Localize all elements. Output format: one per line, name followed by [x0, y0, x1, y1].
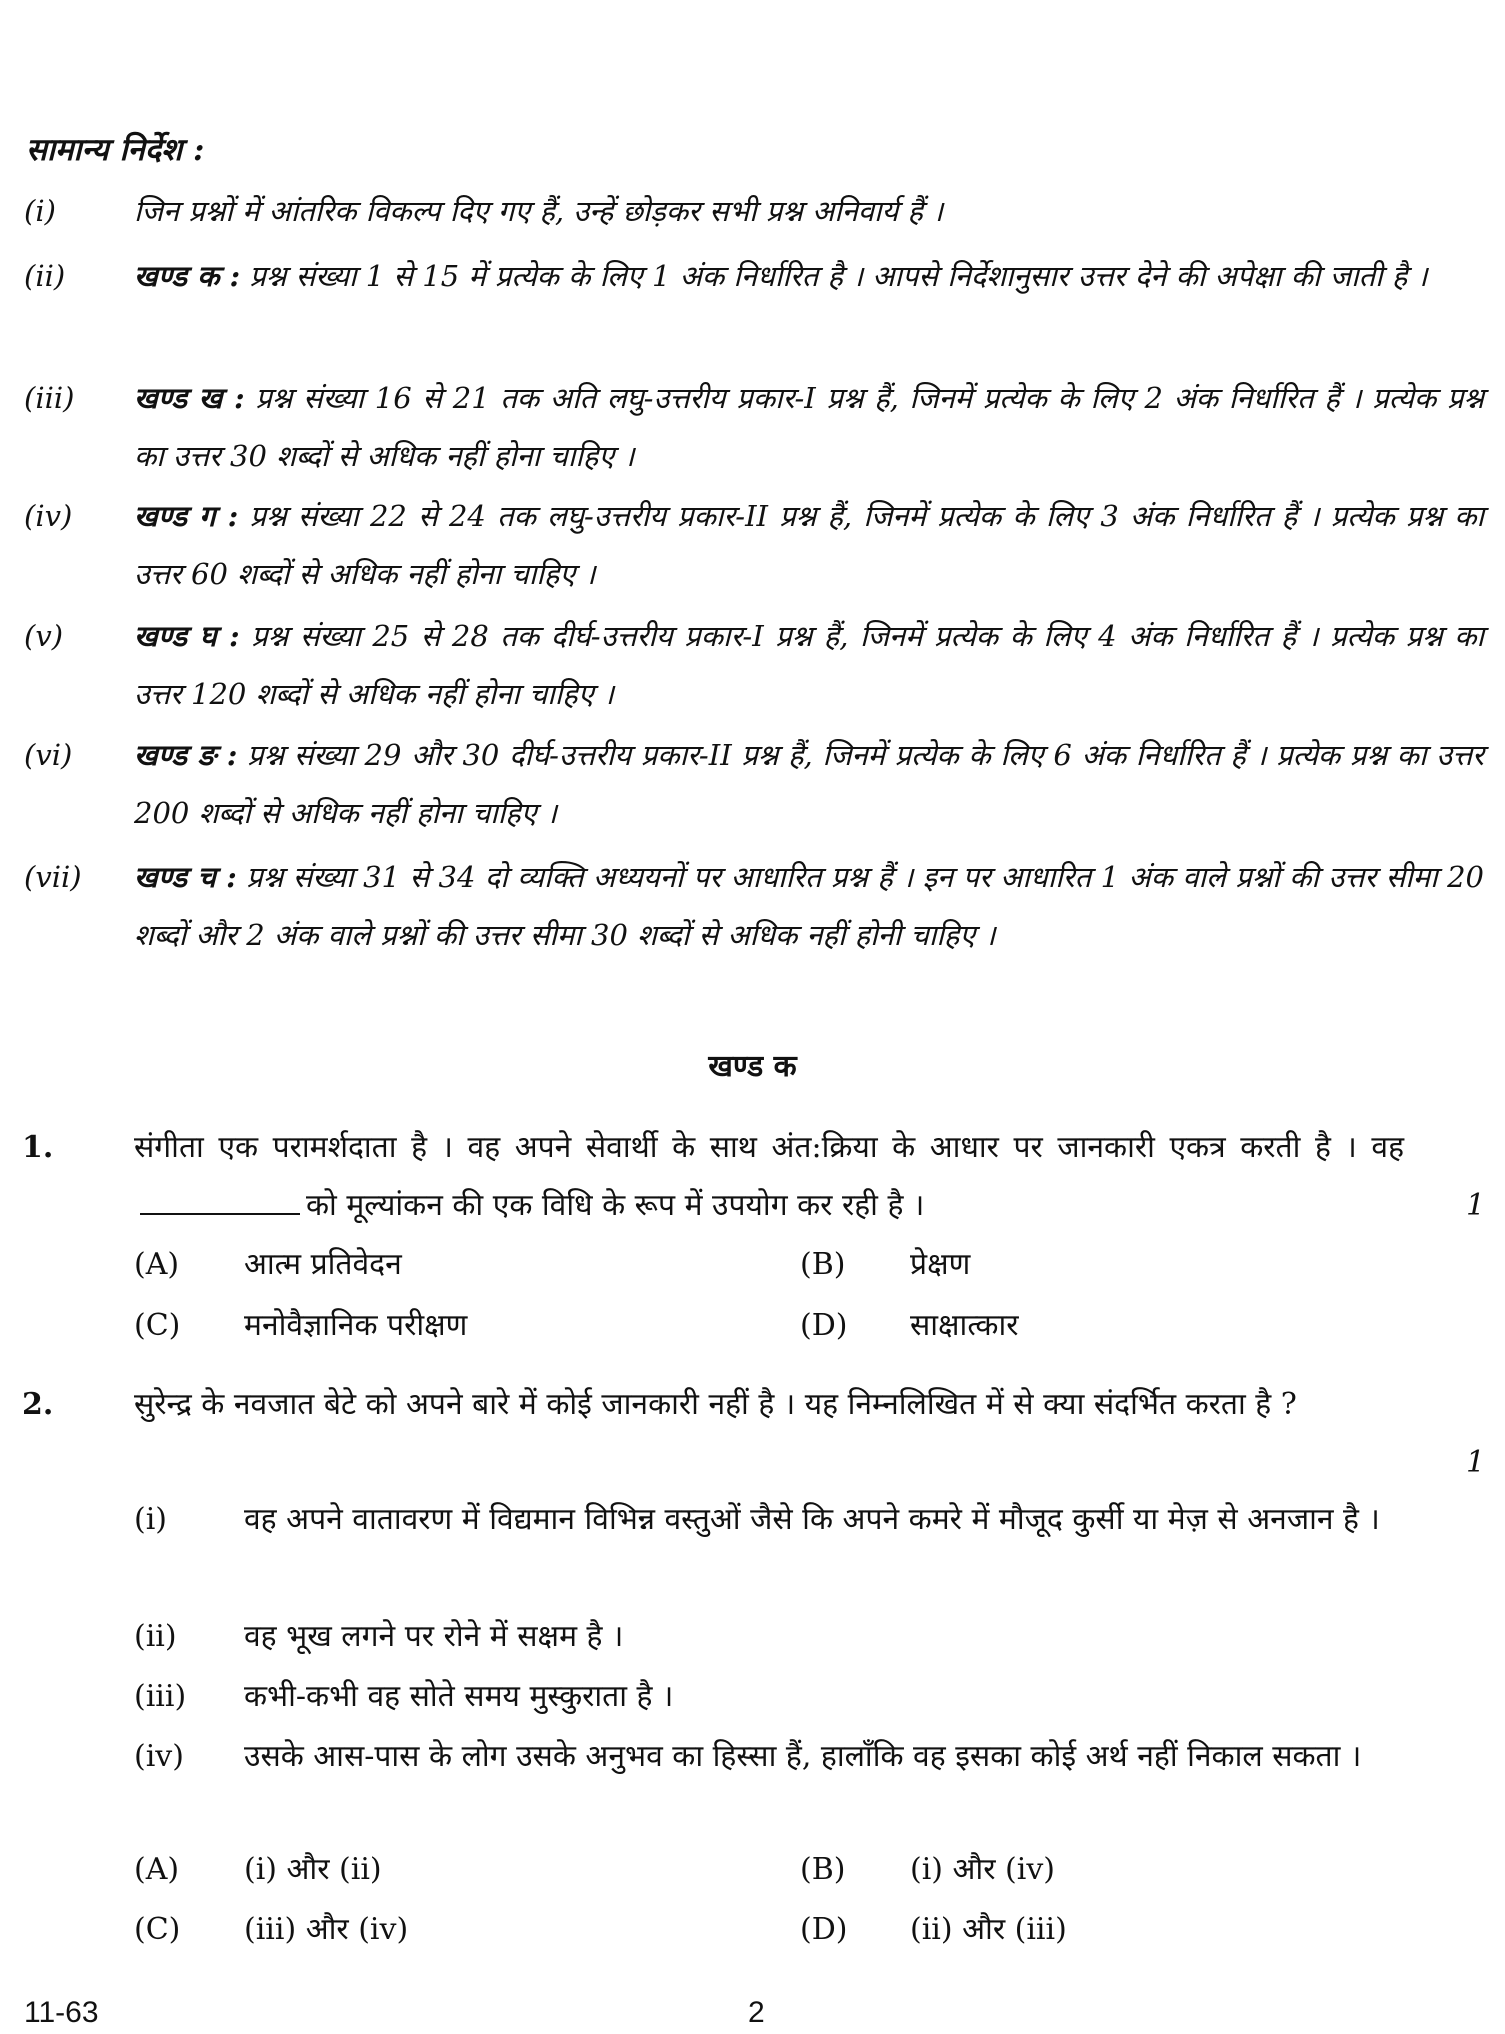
instruction-text: प्रश्न संख्या 16 से 21 तक अति लघु-उत्तरीय प्रकार-I प्रश्न हैं, जिनमें प्रत्येक के लिए 2 अंक निर्धारित हैं । प्रत्येक प्रश्न का उत्तर 30 शब्दों से अधिक नहीं होना चाहिए । — [134, 381, 1484, 473]
option-text: (ii) और (iii) — [910, 1912, 1067, 1947]
option-label: (B) — [800, 1247, 846, 1282]
option-text: (iii) और (iv) — [244, 1912, 409, 1947]
statement-text: वह भूख लगने पर रोने में सक्षम है । — [244, 1619, 624, 1654]
option-label: (C) — [134, 1308, 181, 1343]
instruction-text: प्रश्न संख्या 29 और 30 दीर्घ-उत्तरीय प्रकार-II प्रश्न हैं, जिनमें प्रत्येक के लिए 6 अंक निर्धारित हैं । प्रत्येक प्रश्न का उत्तर 200 शब्दों से अधिक नहीं होना चाहिए । — [134, 738, 1484, 830]
question-text: सुरेन्द्र के नवजात बेटे को अपने बारे में कोई जानकारी नहीं है । यह निम्नलिखित में से क्या संदर्भित करता है ? — [134, 1387, 1297, 1422]
instruction-text: प्रश्न संख्या 1 से 15 में प्रत्येक के लिए 1 अंक निर्धारित है । आपसे निर्देशानुसार उत्तर देने की अपेक्षा की जाती है । — [240, 259, 1428, 293]
instruction-number: (v) — [24, 619, 64, 653]
instruction-text: प्रश्न संख्या 25 से 28 तक दीर्घ-उत्तरीय प्रकार-I प्रश्न हैं, जिनमें प्रत्येक के लिए 4 अंक निर्धारित हैं । प्रत्येक प्रश्न का उत्तर 120 शब्दों से अधिक नहीं होना चाहिए । — [134, 619, 1484, 711]
general-instructions-title: सामान्य निर्देश : — [26, 132, 205, 168]
page-number: 2 — [748, 1996, 765, 2029]
option-label: (A) — [134, 1852, 180, 1887]
instruction-text: प्रश्न संख्या 31 से 34 दो व्यक्ति अध्ययनों पर आधारित प्रश्न हैं । इन पर आधारित 1 अंक वाले प्रश्नों की उत्तर सीमा 20 शब्दों और 2 अंक वाले प्रश्नों की उत्तर सीमा 30 शब्दों से अधिक नहीं होनी चाहिए । — [134, 860, 1484, 952]
statement-label: (i) — [134, 1502, 168, 1537]
instruction-label: खण्ड च : — [134, 860, 237, 894]
option-text: आत्म प्रतिवेदन — [244, 1247, 402, 1282]
option-label: (D) — [800, 1308, 848, 1343]
question-number: 2. — [22, 1387, 54, 1422]
instruction-label: खण्ड ङ : — [134, 738, 238, 772]
question-number: 1. — [22, 1130, 54, 1165]
statement-label: (iv) — [134, 1739, 184, 1774]
question-text-cont: को मूल्यांकन की एक विधि के रूप में उपयोग कर रही है । — [306, 1188, 925, 1223]
instruction-text: प्रश्न संख्या 22 से 24 तक लघु-उत्तरीय प्रकार-II प्रश्न हैं, जिनमें प्रत्येक के लिए 3 अंक निर्धारित हैं । प्रत्येक प्रश्न का उत्तर 60 शब्दों से अधिक नहीं होना चाहिए । — [134, 499, 1484, 591]
statement-text: वह अपने वातावरण में विद्यमान विभिन्न वस्तुओं जैसे कि अपने कमरे में मौजूद कुर्सी या मेज़ से अनजान है । — [244, 1502, 1380, 1537]
paper-code: 11-63 — [24, 1996, 99, 2029]
question-marks: 1 — [1466, 1445, 1486, 1480]
section-title: खण्ड क — [708, 1049, 797, 1084]
option-label: (D) — [800, 1912, 848, 1947]
statement-label: (iii) — [134, 1679, 187, 1714]
option-text: साक्षात्कार — [910, 1308, 1019, 1343]
statement-text: कभी-कभी वह सोते समय मुस्कुराता है । — [244, 1679, 674, 1714]
option-text: (i) और (ii) — [244, 1852, 382, 1887]
instruction-label: खण्ड घ : — [134, 619, 240, 653]
statement-label: (ii) — [134, 1619, 177, 1654]
instruction-text: जिन प्रश्नों में आंतरिक विकल्प दिए गए हैं, उन्हें छोड़कर सभी प्रश्न अनिवार्य हैं । — [134, 194, 944, 228]
option-label: (A) — [134, 1247, 180, 1282]
instruction-label: खण्ड क : — [134, 259, 241, 293]
option-label: (B) — [800, 1852, 846, 1887]
answer-blank — [140, 1185, 300, 1215]
instruction-number: (vi) — [24, 738, 73, 772]
instruction-number: (i) — [24, 194, 56, 228]
option-text: मनोवैज्ञानिक परीक्षण — [244, 1308, 468, 1343]
instruction-label: खण्ड ग : — [134, 499, 239, 533]
option-label: (C) — [134, 1912, 181, 1947]
instruction-number: (iii) — [24, 381, 75, 415]
option-text: प्रेक्षण — [910, 1247, 971, 1282]
instruction-label: खण्ड ख : — [134, 381, 245, 415]
instruction-number: (iv) — [24, 499, 73, 533]
statement-text: उसके आस-पास के लोग उसके अनुभव का हिस्सा हैं, हालाँकि वह इसका कोई अर्थ नहीं निकाल सकता । — [244, 1739, 1362, 1774]
question-text: संगीता एक परामर्शदाता है । वह अपने सेवार्थी के साथ अंत:क्रिया के आधार पर जानकारी एकत्र करती है । वह — [134, 1130, 1404, 1165]
option-text: (i) और (iv) — [910, 1852, 1055, 1887]
instruction-number: (vii) — [24, 860, 82, 894]
instruction-number: (ii) — [24, 259, 66, 293]
question-marks: 1 — [1466, 1188, 1486, 1223]
